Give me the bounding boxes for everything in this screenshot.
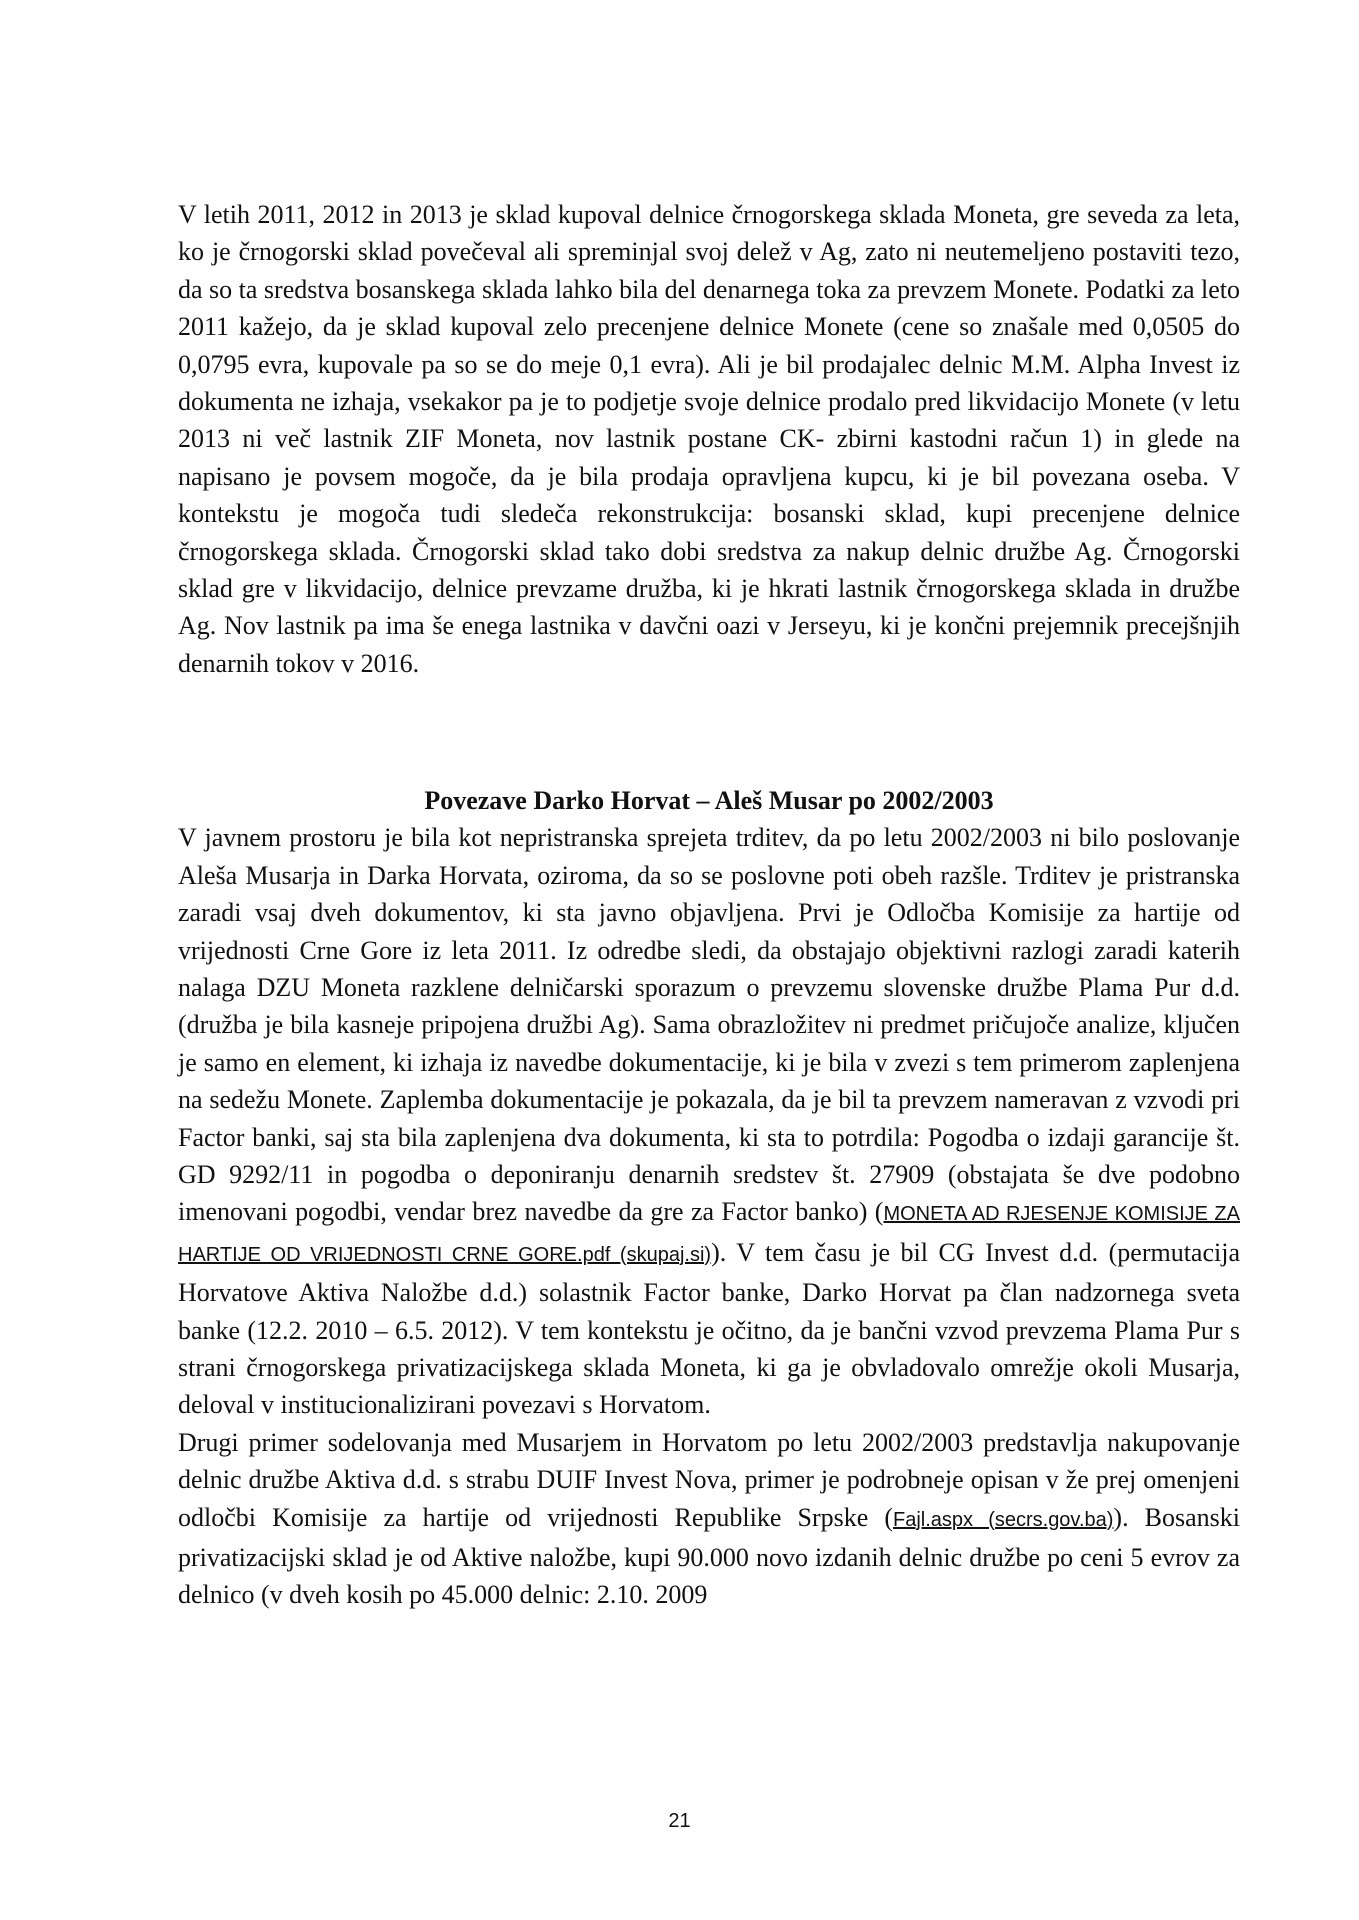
moneta-document-link[interactable]: MONETA AD RJESENJE KOMISIJE ZA HARTIJE OD VRIJEDNOSTI CRNE GORE.pdf (skupaj.si) — [178, 1203, 1240, 1266]
paragraph-1: V letih 2011, 2012 in 2013 je sklad kupoval delnice črnogorskega sklada Moneta, gre seveda za leta, ko je črnogorski sklad povečeval ali spreminjal svoj delež v Ag, zato ni neutemeljeno postaviti tezo, da so ta sredstva bosanskega sklada lahko bila del denarnega toka za prevzem Monete. Podatki za leto 2011 kažejo, da je sklad kupoval zelo precenjene delnice Monete (cene so znašale med 0,0505 do 0,0795 evra, kupovale pa so se do meje 0,1 evra). Ali je bil prodajalec delnic M.M. Alpha Invest iz dokumenta ne izhaja, vsekakor pa je to podjetje svoje delnice prodalo pred likvidacijo Monete (v letu 2013 ni več lastnik ZIF Moneta, nov lastnik postane CK- zbirni kastodni račun 1) in glede na napisano je povsem mogoče, da je bila prodaja opravljena kupcu, ki je bil povezana oseba. V kontekstu je mogoča tudi sledeča rekonstrukcija: bosanski sklad, kupi precenjene delnice črnogorskega sklada. Črnogorski sklad tako dobi sredstva za nakup delnic družbe Ag. Črnogorski sklad gre v likvidacijo, delnice prevzame družba, ki je hkrati lastnik črnogorskega sklada in družbe Ag. Nov lastnik pa ima še enega lastnika v davčni oazi v Jerseyu, ki je končni prejemnik precejšnjih denarnih tokov v 2016. — [178, 200, 1241, 678]
paragraph-3-text-end: ). Bosanski privatizacijski sklad je od Aktive naložbe, kupi 90.000 novo izdanih delnic družbe po ceni 5 evrov za delnico (v dveh kosih po 45.000 delnic: 2.10. 2009 — [178, 1502, 1241, 1610]
paragraph-2-text-end: ). V tem času je bil CG Invest d.d. (permutacija Horvatove Aktiva Naložbe d.d.) solastnik Factor banke, Darko Horvat pa član nadzornega sveta banke (12.2. 2010 – 6.5. 2012). V tem kontekstu je očitno, da je bančni vzvod prevzema Plama Pur s strani črnogorskega privatizacijskega sklada Moneta, ki ga je obvladovalo omrežje okoli Musarja, deloval v institucionalizirani povezavi s Horvatom. — [178, 1237, 1240, 1420]
paragraph-3-text-start: Drugi primer sodelovanja med Musarjem in Horvatom po letu 2002/2003 predstavlja nakupovanje delnic družbe Aktiva d.d. s strabu DUIF Invest Nova, primer je podrobneje opisan v že prej omenjeni odločbi Komisije za hartije od vrijednosti Republike Srpske ( — [178, 1427, 1240, 1532]
page-number: 21 — [668, 1810, 691, 1832]
secrs-document-link[interactable]: Fajl.aspx (secrs.gov.ba) — [893, 1508, 1114, 1531]
page-content — [178, 196, 1240, 1614]
paragraph-3 — [178, 1424, 1240, 1614]
paragraph-2-text-start: V javnem prostoru je bila kot nepristranska sprejeta trditev, da po letu 2002/2003 ni bilo poslovanje Aleša Musarja in Darka Horvata, oziroma, da so se poslovne poti obeh razšle. Trditev je pristranska zaradi vsaj dveh dokumentov, ki sta javno objavljena. Prvi je Odločba Komisije za hartije od vrijednosti Crne Gore iz leta 2011. Iz odredbe sledi, da obstajajo objektivni razlogi zaradi katerih nalaga DZU Moneta razklene delničarski sporazum o prevzemu slovenske družbe Plama Pur d.d. (družba je bila kasneje pripojena družbi Ag). Sama obrazložitev ni predmet pričujoče analize, ključen je samo en element, ki izhaja iz navedbe dokumentacije, ki je bila v zvezi s tem primerom zaplenjena na sedežu Monete. Zaplemba dokumentacije je pokazala, da je bil ta prevzem nameravan z vzvodi pri Factor banki, saj sta bila zaplenjena dva dokumenta, ki sta to potrdila: Pogodba o izdaji garancije št. GD 9292/11 in pogodba o deponiranju denarnih sredstev št. 27909 (obstajata še dve podobno imenovani pogodbi, vendar brez navedbe da gre za Factor banko) ( — [178, 823, 1240, 1227]
section-heading: Povezave Darko Horvat – Aleš Musar po 2002/2003 — [424, 786, 994, 816]
paragraph-2 — [178, 819, 1240, 1424]
